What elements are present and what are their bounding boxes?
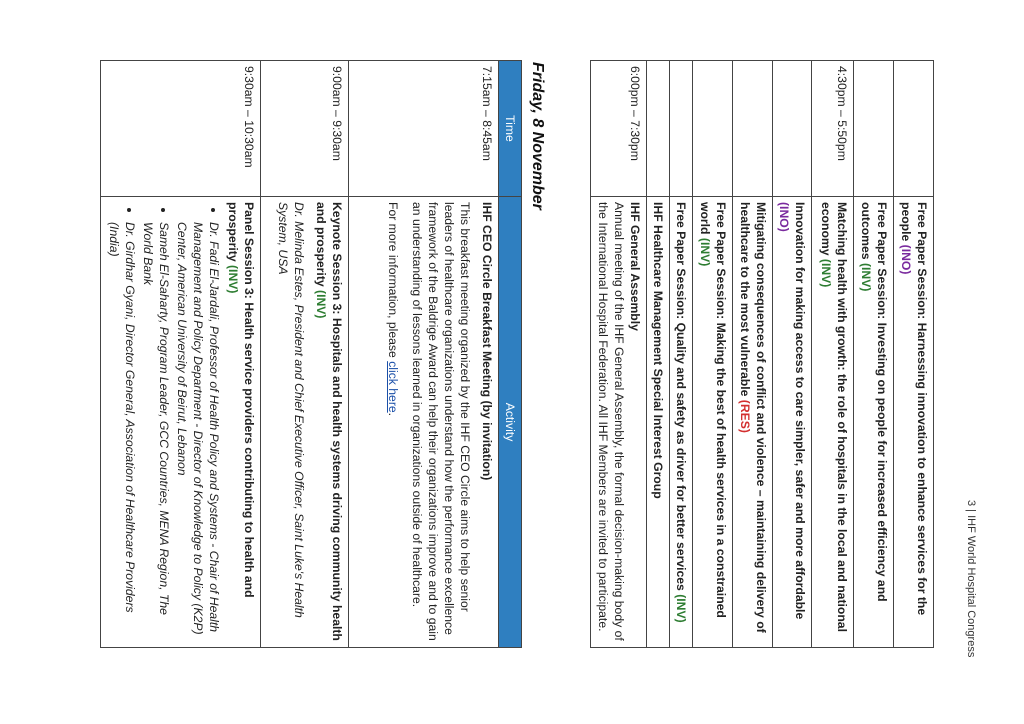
table-row [647, 61, 670, 648]
session-tag: (INV) [226, 265, 240, 294]
session-title [225, 202, 257, 642]
activity-cell [261, 197, 349, 648]
activity-cell [773, 197, 812, 648]
session-description: This breakfast meeting organized by the IHF CEO Circle aims to help senior leaders of healthcare organizations understand how the performance excellence framework of the Baldrige Award can help their organizations improve and to gain an understanding of lessons learned in organizations outside of healthcare. [410, 202, 472, 641]
day-heading-friday: Friday, 8 November [529, 62, 546, 210]
session-title-text: Free Paper Session: Making the best of health services in a constrained world [698, 202, 728, 618]
speaker-list [106, 202, 222, 642]
time-cell [693, 61, 733, 197]
session-title [858, 202, 890, 642]
session-tag: (INV) [314, 290, 328, 319]
activity-cell [733, 197, 773, 648]
session-title [650, 202, 666, 642]
session-tag: (INO) [777, 202, 791, 232]
session-title-text: Innovation for making access to care simpler, safer and more affordable [793, 202, 807, 620]
session-tag: (INV) [698, 237, 712, 267]
time-cell [773, 61, 812, 197]
time-cell [647, 61, 670, 197]
activity-cell [647, 197, 670, 648]
speaker-item: • Dr. Fadi El-Jardali, Professor of Health Policy and Systems - Chair of Health Management and Policy Department - Director of Knowledge to Policy (K2P) Center, American University of Beirut, Lebanon [174, 222, 222, 642]
session-title [898, 202, 930, 642]
session-title [697, 202, 729, 642]
activity-cell [812, 197, 854, 648]
session-tag: (INV) [674, 594, 688, 623]
table-row [591, 61, 647, 648]
click-here-link[interactable]: click here [386, 361, 400, 413]
time-cell: 4:30pm – 5:50pm [812, 61, 854, 197]
friday-schedule-table [100, 60, 522, 648]
session-tag: (INV) [859, 262, 873, 292]
session-tag: (INV) [819, 258, 833, 288]
session-tag: (INO) [899, 244, 913, 275]
speaker-name: Dr. Melinda Estes, President and Chief Executive Officer, Saint Luke's Health System, USA [276, 202, 306, 618]
table-row [812, 61, 854, 648]
activity-cell [670, 197, 693, 648]
session-title [776, 202, 808, 642]
activity-cell [693, 197, 733, 648]
table-row [773, 61, 812, 648]
time-cell: 9:30am – 10:30am [101, 61, 261, 197]
time-cell: 9:00am – 9:30am [261, 61, 349, 197]
activity-cell [894, 197, 934, 648]
activity-cell [854, 197, 894, 648]
session-title-text: Free Paper Session: Quality and safety as driver for better services [674, 202, 688, 591]
time-cell: 6:00pm – 7:30pm [591, 61, 647, 197]
more-info [385, 202, 401, 642]
time-cell [670, 61, 693, 197]
time-cell [733, 61, 773, 197]
table-row [101, 61, 261, 648]
time-cell [894, 61, 934, 197]
session-title: IHF CEO Circle Breakfast Meeting (by invitation) [480, 202, 494, 481]
more-info-text: For more information, please [386, 202, 400, 358]
table-row [733, 61, 773, 648]
session-title-text: Matching health with growth: the role of hospitals in the local and national economy [819, 202, 849, 632]
speaker-item: • Dr. Girdhar Gyani, Director General, Association of Healthcare Providers (India) [106, 222, 138, 642]
table-header-row [499, 61, 522, 648]
session-title-text: Keynote Session 3: Hospitals and health systems driving community health and prosperity [314, 202, 344, 641]
session-title [313, 202, 345, 642]
time-cell [854, 61, 894, 197]
table-row [261, 61, 349, 648]
session-title-text: IHF General Assembly [628, 202, 642, 331]
page-footer: 3 | IHF World Hospital Congress [965, 500, 977, 658]
session-title [818, 202, 850, 642]
thursday-schedule-table [590, 60, 934, 648]
speaker-item: • Sameh El-Saharty, Program Leader, GCC Countries, MENA Region, The World Bank [140, 222, 172, 642]
session-title-text: IHF Healthcare Management Special Interest Group [651, 202, 665, 499]
session-title [627, 202, 643, 642]
activity-cell [349, 197, 499, 648]
session-title-text: Panel Session 3: Health service providers contributing to health and prosperity [226, 202, 256, 598]
table-row [854, 61, 894, 648]
session-tag: (RES) [738, 399, 752, 433]
session-title [737, 202, 769, 642]
column-header-activity: Activity [499, 197, 522, 648]
session-title-text: Mitigating consequences of conflict and violence – maintaining delivery of healthcare to the most vulnerable [738, 202, 768, 633]
activity-cell [591, 197, 647, 648]
session-title-text: Free Paper Session: Harnessing innovation to enhance services for the people [899, 202, 929, 616]
column-header-time: Time [499, 61, 522, 197]
session-title-text: Free Paper Session: Investing on people for increased efficiency and outcomes [859, 202, 889, 602]
activity-cell [101, 197, 261, 648]
session-title [673, 202, 689, 642]
more-info-period: . [386, 412, 400, 417]
session-description: Annual meeting of the IHF General Assembly, the formal decision-making body of the International Hospital Federation. All IHF Members are invited to participate. [596, 202, 626, 641]
table-row [349, 61, 499, 648]
table-row [670, 61, 693, 648]
table-row [693, 61, 733, 648]
time-cell: 7:15am – 8:45am [349, 61, 499, 197]
table-row [894, 61, 934, 648]
